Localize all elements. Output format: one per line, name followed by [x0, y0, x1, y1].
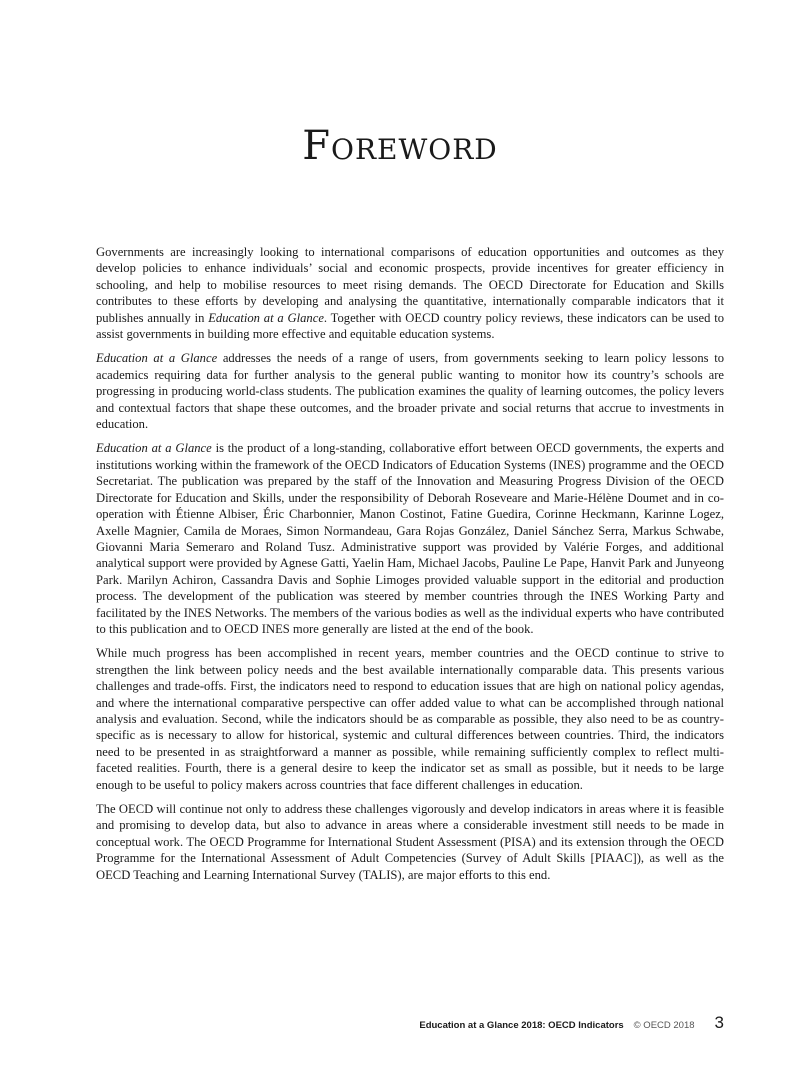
paragraph-5-text: The OECD will continue not only to address these challenges vigorously and develop indicators in areas where it is feasible and promising to develop data, but also to advance in areas where a considerable investment still needs to be made in conceptual work. The OECD Programme for International Student Assessment (PISA) and its extension through the OECD Programme for the International Assessment of Adult Competencies (Survey of Adult Skills [PIAAC]), as well as the OECD Teaching and Learning International Survey (TALIS), are major efforts to this end. [96, 802, 724, 882]
paragraph-2-text: addresses the needs of a range of users, from governments seeking to learn policy lessons to academics requiring data for further analysis to the general public wanting to monitor how its country’s schools are progressing in producing world-class students. The publication examines the quality of learning outcomes, the policy levers and contextual factors that shape these outcomes, and the broader private and social returns that accrue to investments in education. [96, 351, 724, 432]
paragraph-3-text: is the product of a long-standing, collaborative effort between OECD governments, the experts and institutions working within the framework of the OECD Indicators of Education Systems (INES) programme and the OECD Secretariat. The publication was prepared by the staff of the Innovation and Measuring Progress Division of the OECD Directorate for Education and Skills, under the responsibility of Deborah Roseveare and Marie-Hélène Doumet and in co-operation with Étienne Albiser, Éric Charbonnier, Manon Costinot, Fatine Guedira, Corinne Heckmann, Karinne Logez, Axelle Magnier, Camila de Moraes, Simon Normandeau, Gara Rojas González, Daniel Sánchez Serra, Markus Schwabe, Giovanni Maria Semeraro and Roland Tusz. Administrative support was provided by Valérie Forges, and additional analytical support were provided by Agnese Gatti, Yaelin Ham, Michael Jacobs, Pauline Le Pape, Hanvit Park and Junyeong Park. Marilyn Achiron, Cassandra Davis and Sophie Limoges provided valuable support in the editorial and production process. The development of the publication was steered by member countries through the INES Working Party and facilitated by the INES Networks. The members of the various bodies as well as the individual experts who have contributed to this publication and to OECD INES more generally are listed at the end of the book. [96, 441, 724, 636]
paragraph-1-italic-title: Education at a Glance [208, 310, 324, 325]
paragraph-1 [96, 244, 724, 342]
paragraph-5 [96, 801, 724, 883]
page-number: 3 [714, 1013, 724, 1032]
paragraph-2-italic-title: Education at a Glance [96, 351, 218, 366]
paragraph-4-text: While much progress has been accomplished in recent years, member countries and the OECD continue to strive to strengthen the link between policy needs and the best available internationally comparable data. This presents various challenges and trade-offs. First, the indicators need to respond to education issues that are high on national policy agendas, and where the international comparative perspective can offer added value to what can be accomplished through national analysis and evaluation. Second, while the indicators should be as comparable as possible, they also need to be as country-specific as is necessary to allow for historical, systemic and cultural differences between countries. Third, the indicators need to be presented in as straightforward a manner as possible, while remaining sufficiently complex to reflect multi-faceted realities. Fourth, there is a general desire to keep the indicator set as small as possible, but it needs to be large enough to be useful to policy makers across countries that face different challenges in education. [96, 646, 724, 792]
paragraph-1-text-after: . Together with OECD country policy reviews, these indicators can be used to assist governments in building more effective and equitable education systems. [96, 310, 725, 342]
paragraph-3 [96, 440, 724, 637]
paragraph-1-text: Governments are increasingly looking to international comparisons of education opportunities and outcomes as they develop policies to enhance individuals’ social and economic prospects, provide incentives for greater efficiency in schooling, and help to mobilise resources to meet rising demands. The OECD Directorate for Education and Skills contributes to these efforts by developing and analysing the quantitative, internationally comparable indicators that it publishes annually in [96, 245, 724, 325]
paragraph-4 [96, 645, 724, 793]
footer-publication-title: Education at a Glance 2018: OECD Indicators [419, 1020, 624, 1031]
foreword-body [96, 244, 724, 891]
footer-copyright: © OECD 2018 [633, 1020, 695, 1031]
paragraph-3-italic-title: Education at a Glance [96, 441, 212, 456]
paragraph-2 [96, 350, 724, 432]
page-footer [419, 1013, 724, 1033]
page-title: Foreword [302, 122, 498, 169]
